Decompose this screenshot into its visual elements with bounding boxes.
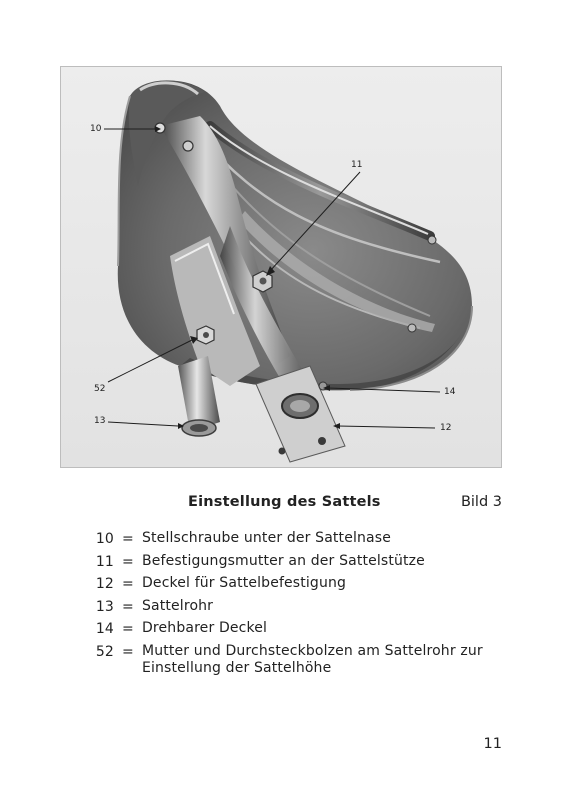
- legend-number: 10: [95, 531, 114, 547]
- legend-item: [92, 528, 504, 551]
- legend-list: [92, 528, 504, 677]
- callout-11: 11: [351, 160, 363, 170]
- callout-52: 52: [94, 384, 106, 394]
- legend-number: 14: [95, 621, 114, 637]
- legend-separator: =: [122, 621, 134, 637]
- legend-number: 11: [95, 553, 114, 570]
- callout-14: 14: [444, 387, 456, 397]
- page-number: 11: [483, 736, 502, 752]
- legend-separator: =: [122, 643, 134, 660]
- legend-separator: =: [122, 576, 134, 592]
- legend-text: Deckel für Sattelbefestigung: [142, 575, 347, 591]
- callout-10: 10: [90, 124, 102, 134]
- caption-title: Einstellung des Sattels: [188, 494, 381, 510]
- legend-text: Sattelrohr: [142, 597, 214, 614]
- legend-item: [92, 641, 504, 677]
- legend-separator: =: [122, 598, 134, 615]
- legend-item: [92, 551, 504, 574]
- legend-item: [92, 618, 504, 641]
- legend-text: Mutter und Durchsteckbolzen am Sattelrohr zur Einstellung der Sattelhöhe: [142, 642, 483, 676]
- figure-label: Bild 3: [460, 494, 502, 510]
- callout-13: 13: [94, 416, 106, 426]
- callout-12: 12: [440, 423, 452, 433]
- legend-number: 12: [95, 576, 114, 592]
- legend-number: 52: [95, 643, 114, 660]
- legend-item: [92, 573, 504, 596]
- legend-separator: =: [122, 531, 134, 547]
- legend-text: Stellschraube unter der Sattelnase: [142, 530, 391, 546]
- legend-text: Befestigungsmutter an der Sattelstütze: [142, 552, 425, 569]
- saddle-photo: [60, 66, 502, 468]
- figure-caption: [60, 494, 502, 514]
- saddle-figure: [60, 66, 502, 468]
- legend-separator: =: [122, 553, 134, 570]
- legend-text: Drehbarer Deckel: [142, 620, 268, 636]
- legend-item: [92, 596, 504, 619]
- legend-number: 13: [95, 598, 114, 615]
